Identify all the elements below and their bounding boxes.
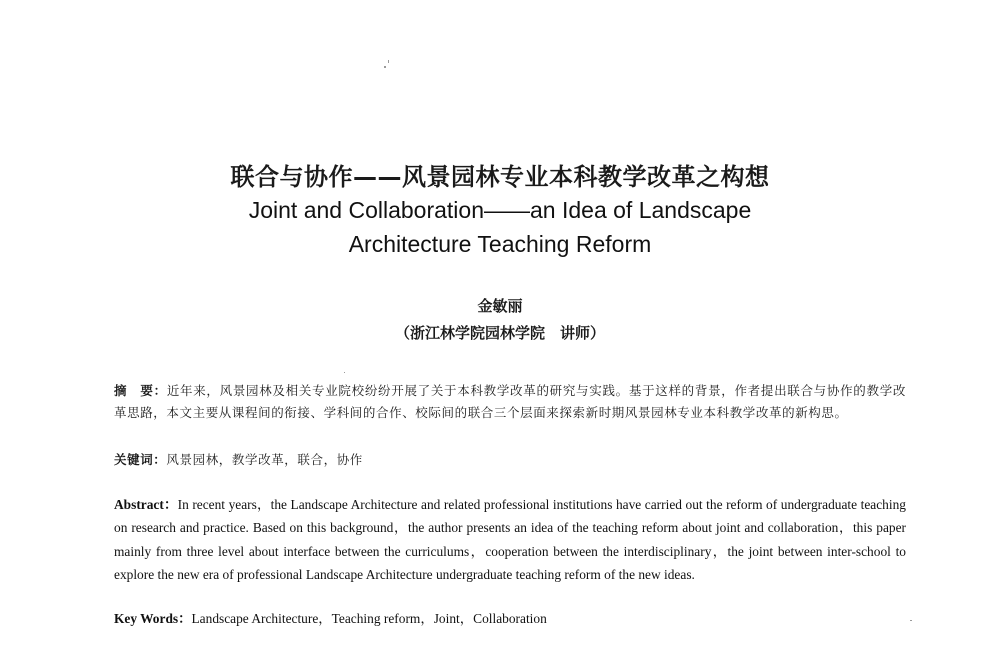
scan-speck: [388, 60, 389, 63]
keywords-chinese-text: 风景园林，教学改革，联合，协作: [166, 452, 363, 467]
author-name: 金敏丽: [477, 297, 523, 315]
keywords-english: [114, 609, 906, 629]
abstract-chinese: [114, 380, 906, 423]
author-affiliation: （浙江林学院园林学院 讲师）: [394, 324, 605, 342]
abstract-english: [114, 493, 906, 587]
scan-speck: [384, 66, 386, 68]
keywords-chinese: [114, 450, 906, 470]
scan-speck: [344, 372, 345, 373]
keywords-english-label: Key Words：: [114, 611, 192, 626]
title-chinese: 联合与协作——风景园林专业本科教学改革之构想: [230, 163, 770, 191]
title-english-line-1: Joint and Collaboration——an Idea of Landscape: [248, 197, 752, 223]
abstract-chinese-text: 近年来，风景园林及相关专业院校纷纷开展了关于本科教学改革的研究与实践。基于这样的背景，作者提出联合与协作的教学改革思路，本文主要从课程间的衔接、学科间的合作、校际间的联合三个层面来探索新时期风景园林专业本科教学改革的新构思。: [114, 383, 906, 420]
abstract-english-label: Abstract：: [114, 497, 178, 512]
title-english-line-2: Architecture Teaching Reform: [348, 231, 652, 257]
keywords-chinese-label: 关键词：: [114, 452, 167, 467]
title-english: [0, 193, 1000, 261]
abstract-english-text: In recent years，the Landscape Architecture and related professional institutions have carried out the reform of undergraduate teaching on research and practice. Based on this background，the author presents an idea of the teaching reform about joint and collaboration，this paper mainly from three level about interface between the curriculums，cooperation between the interdisciplinary，the joint between inter-school to explore the new era of professional Landscape Architecture undergraduate teaching reform of the new ideas.: [114, 497, 906, 583]
keywords-english-text: Landscape Architecture，Teaching reform，Joint，Collaboration: [191, 611, 547, 626]
abstract-chinese-label: 摘 要：: [114, 383, 167, 398]
scan-speck: [910, 620, 912, 621]
